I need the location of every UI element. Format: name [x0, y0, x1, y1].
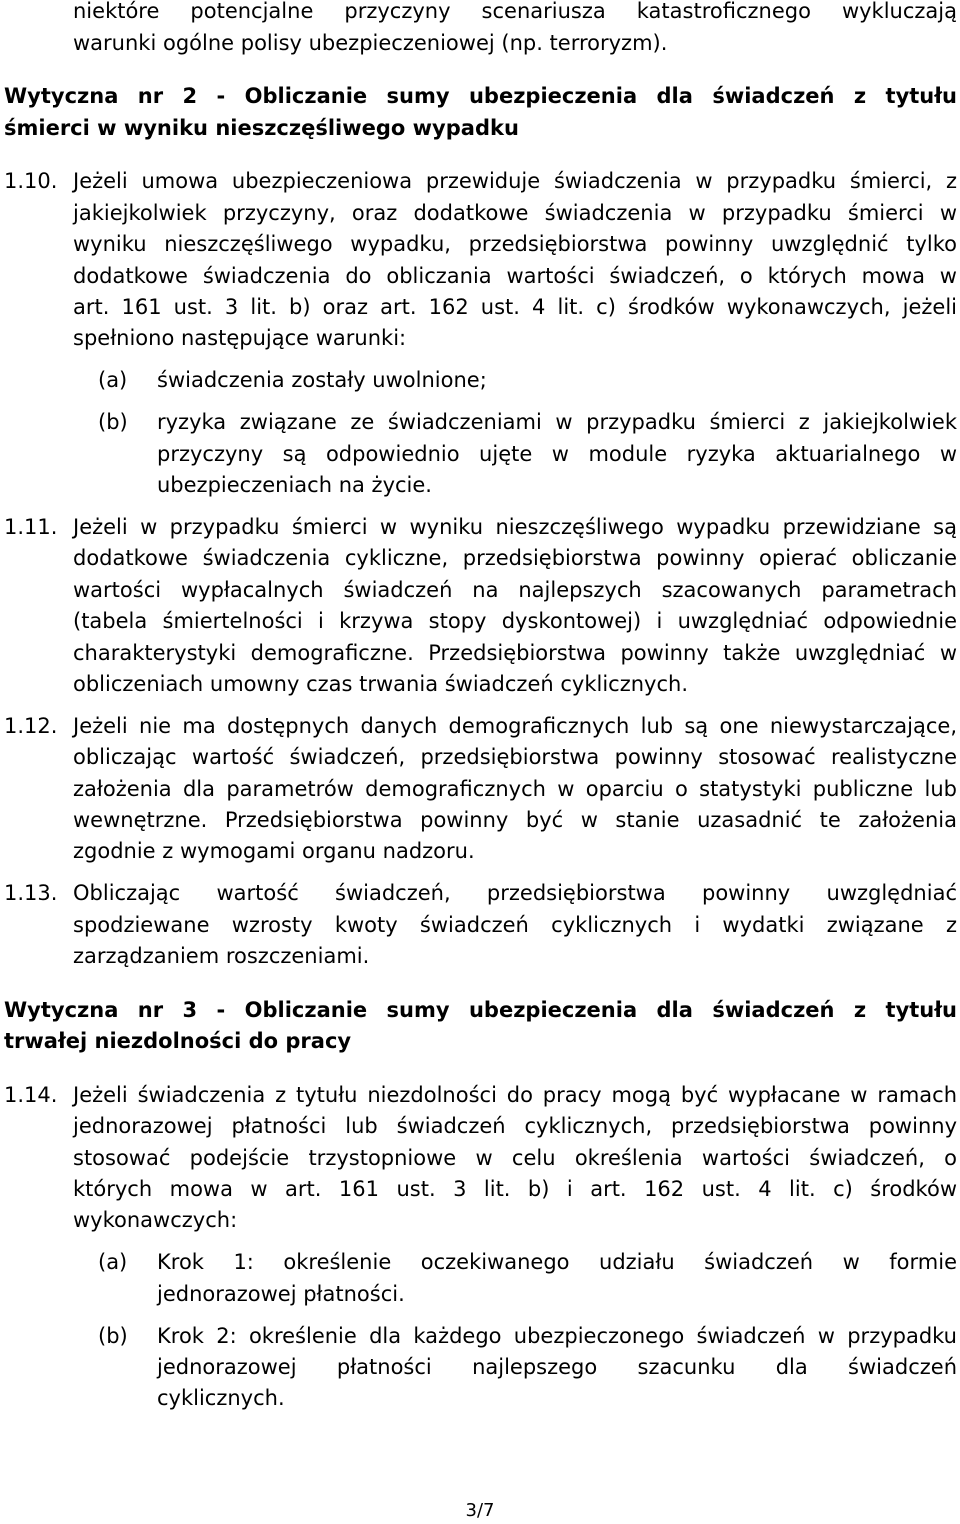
heading-line: Wytyczna nr 2 - Obliczanie sumy ubezpieczenia dla świadczeń z tytułu: [4, 84, 957, 109]
paragraph-1-14: [4, 1080, 957, 1237]
list-item-a: [98, 365, 957, 396]
paragraph-line: Jeżeli świadczenia z tytułu niezdolności do pracy mogą być wypłacane w ramach: [73, 1082, 957, 1107]
list-item-line: przyczyny są odpowiednio ujęte w module ryzyka aktuarialnego w: [157, 441, 957, 466]
paragraph-line: (tabela śmiertelności i krzywa stopy dyskontowej) i uwzględniać odpowiednie: [73, 609, 957, 634]
paragraph-line: jakiejkolwiek przyczyny, oraz dodatkowe świadczenia w przypadku śmierci w: [73, 200, 957, 225]
list-item-line: ubezpieczeniach na życie.: [157, 472, 432, 497]
paragraph-line: Obliczając wartość świadczeń, przedsiębiorstwa powinny uwzględniać: [73, 881, 957, 906]
guideline-3-heading: [4, 995, 957, 1058]
paragraph-line: wykonawczych:: [73, 1208, 238, 1233]
heading-line: trwałej niezdolności do pracy: [4, 1029, 352, 1054]
list-item-label: (a): [98, 1250, 128, 1275]
list-item-label: (a): [98, 368, 128, 393]
list-item-line: cyklicznych.: [157, 1386, 285, 1411]
paragraph-number: 1.14.: [4, 1082, 58, 1107]
paragraph-line: Jeżeli nie ma dostępnych danych demograficznych lub są one niewystarczające,: [73, 713, 957, 738]
paragraph-line: warunki ogólne polisy ubezpieczeniowej (np. terroryzm).: [73, 30, 668, 55]
paragraph-line: Jeżeli umowa ubezpieczeniowa przewiduje świadczenia w przypadku śmierci, z: [73, 169, 957, 194]
paragraph-line: założenia dla parametrów demograficznych w oparciu o statystyki publiczne lub: [73, 776, 957, 801]
intro-paragraph: [73, 0, 957, 59]
paragraph-line: zgodnie z wymogami organu nadzoru.: [73, 839, 475, 864]
paragraph-line: Jeżeli w przypadku śmierci w wyniku nieszczęśliwego wypadku przewidziane są: [73, 514, 957, 539]
list-item-label: (b): [98, 410, 128, 435]
list-item-line: jednorazowej płatności najlepszego szacunku dla świadczeń: [157, 1355, 957, 1379]
list-item-line: jednorazowej płatności.: [157, 1281, 405, 1306]
paragraph-line: spodziewane wzrosty kwoty świadczeń cyklicznych i wydatki związane z: [73, 912, 957, 937]
paragraph-line: których mowa w art. 161 ust. 3 lit. b) i art. 162 ust. 4 lit. c) środków: [73, 1176, 957, 1201]
paragraph-line: wyniku nieszczęśliwego wypadku, przedsiębiorstwa powinny uwzględnić tylko: [73, 232, 957, 257]
paragraph-line: niektóre potencjalne przyczyny scenariusza katastroficznego wykluczają: [73, 0, 957, 24]
page-number: 3/7: [465, 1500, 495, 1521]
paragraph-1-11: [4, 512, 957, 700]
paragraph-1-13: [4, 878, 957, 972]
paragraph-line: spełniono następujące warunki:: [73, 326, 407, 351]
paragraph-line: zarządzaniem roszczeniami.: [73, 944, 370, 969]
heading-line: śmierci w wyniku nieszczęśliwego wypadku: [4, 115, 519, 140]
paragraph-line: dodatkowe świadczenia do obliczania wartości świadczeń, o których mowa w: [73, 263, 957, 288]
paragraph-1-12: [4, 711, 957, 868]
paragraph-line: obliczając wartość świadczeń, przedsiębiorstwa powinny stosować realistyczne: [73, 745, 957, 770]
paragraph-number: 1.11.: [4, 514, 58, 539]
paragraph-line: dodatkowe świadczenia cykliczne, przedsiębiorstwa powinny opierać obliczanie: [73, 546, 957, 571]
paragraph-line: wartości wypłacalnych świadczeń na najlepszych szacowanych parametrach: [73, 577, 957, 602]
list-item-b: [98, 407, 957, 501]
list-item-line: Krok 2: określenie dla każdego ubezpieczonego świadczeń w przypadku: [157, 1323, 957, 1348]
list-item-a: [98, 1247, 957, 1310]
paragraph-number: 1.12.: [4, 713, 58, 738]
heading-line: Wytyczna nr 3 - Obliczanie sumy ubezpieczenia dla świadczeń z tytułu: [4, 997, 957, 1022]
paragraph-number: 1.10.: [4, 169, 58, 194]
paragraph-line: stosować podejście trzystopniowe w celu określenia wartości świadczeń, o: [73, 1145, 957, 1170]
paragraph-line: jednorazowej płatności lub świadczeń cyklicznych, przedsiębiorstwa powinny: [73, 1114, 957, 1139]
paragraph-line: charakterystyki demograficzne. Przedsiębiorstwa powinny także uwzględniać w: [73, 640, 957, 665]
paragraph-1-10: [4, 166, 957, 354]
paragraph-line: wewnętrzne. Przedsiębiorstwa powinny być w stanie uzasadnić te założenia: [73, 808, 957, 833]
list-item-line: świadczenia zostały uwolnione;: [157, 368, 487, 393]
list-item-line: ryzyka związane ze świadczeniami w przypadku śmierci z jakiejkolwiek: [157, 410, 957, 435]
paragraph-number: 1.13.: [4, 881, 58, 906]
list-item-label: (b): [98, 1323, 128, 1348]
list-item-b: [98, 1321, 957, 1415]
paragraph-line: obliczeniach umowny czas trwania świadczeń cyklicznych.: [73, 671, 688, 696]
paragraph-line: art. 161 ust. 3 lit. b) oraz art. 162 ust. 4 lit. c) środków wykonawczych, jeżeli: [73, 294, 957, 319]
guideline-2-heading: [4, 81, 957, 144]
list-item-line: Krok 1: określenie oczekiwanego udziału świadczeń w formie: [157, 1250, 957, 1275]
